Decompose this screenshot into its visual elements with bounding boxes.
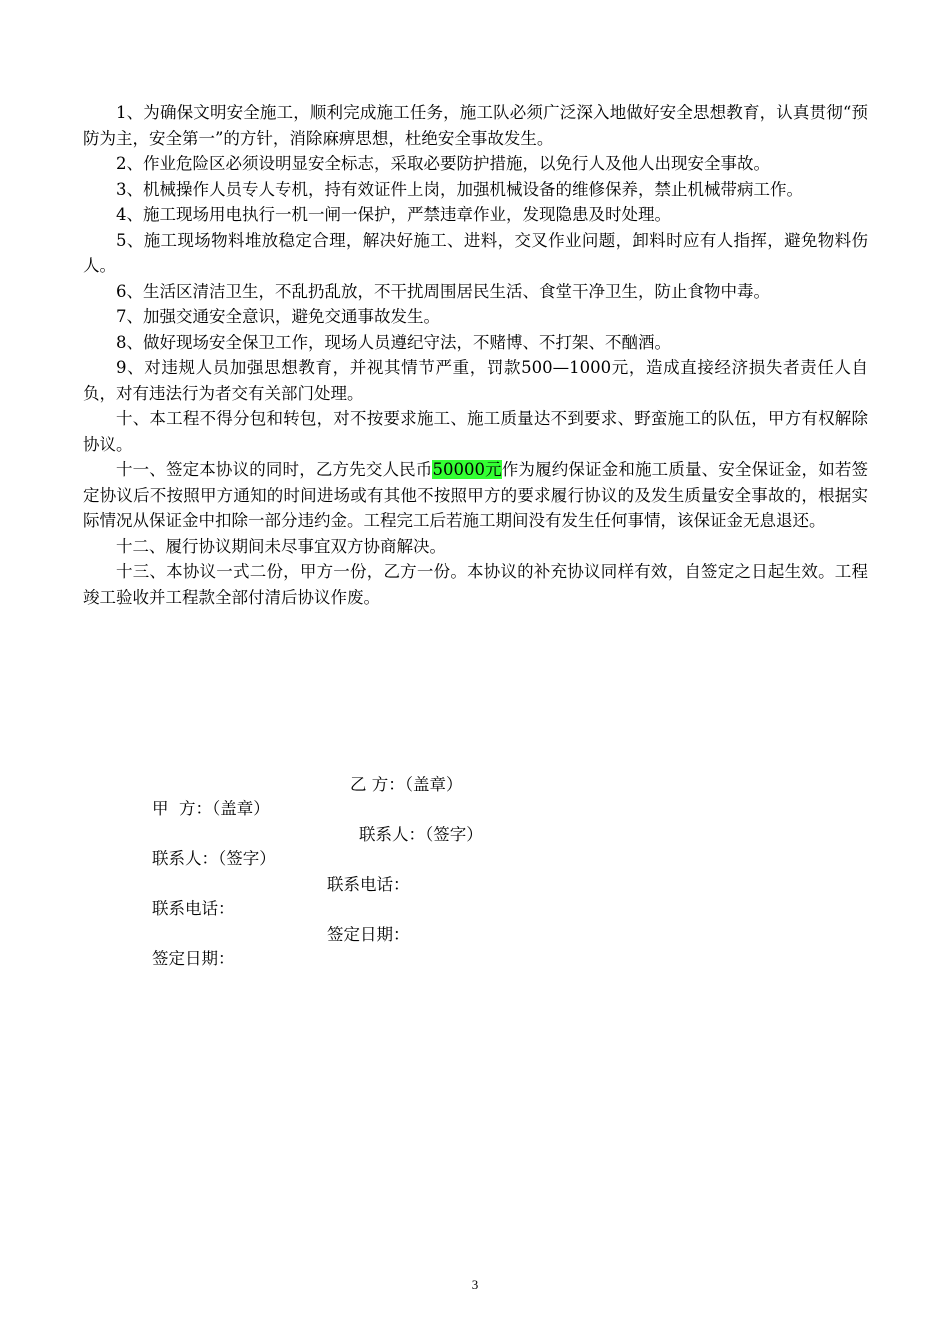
page-number: 3 (471, 1277, 479, 1292)
clause-6: 6、生活区清洁卫生，不乱扔乱放，不干扰周围居民生活、食堂干净卫生，防止食物中毒。 (116, 281, 770, 301)
deposit-amount-highlight: 50000元 (432, 460, 502, 479)
clause-13: 十三、本协议一式二份，甲方一份，乙方一份。本协议的补充协议同样有效，自签定之日起生效。工程竣工验收并工程款全部付清后协议作废。 (83, 562, 868, 607)
party-b-phone: 联系电话： (327, 875, 410, 894)
clause-11-after: 作为履约保证金和施工质量、安全保证金，如若签定协议后不按照甲方通知的时间进场或有其他不按照甲方的要求履行协议的及发生质量安全事故的，根据实际情况从保证金中扣除一部分违约金。工程完工后若施工期间没有发生任何事情，该保证金无息退还。 (83, 460, 869, 530)
clause-11-before: 十一、签定本协议的同时，乙方先交人民币 (116, 460, 433, 479)
signature-row-date (131, 923, 410, 1019)
clause-8: 8、做好现场安全保卫工作，现场人员遵纪守法，不赌博、不打架、不酗酒。 (116, 332, 671, 352)
clause-5: 5、施工现场物料堆放稳定合理，解决好施工、进料，交叉作业问题，卸料时应有人指挥，避免物料伤人。 (83, 230, 868, 275)
party-b-contact: 联系人：（签字） (359, 825, 483, 844)
party-a-seal: 甲 方：（盖章） (151, 799, 270, 818)
clause-10: 十、本工程不得分包和转包，对不按要求施工、施工质量达不到要求、野蛮施工的队伍，甲方有权解除协议。 (83, 409, 868, 454)
clause-4: 4、施工现场用电执行一机一闸一保护，严禁违章作业，发现隐患及时处理。 (116, 205, 671, 224)
clause-9: 9、对违规人员加强思想教育，并视其情节严重，罚款500—1000元，造成直接经济损失者责任人自负，对有违法行为者交有关部门处理。 (83, 358, 868, 403)
party-a-date: 签定日期： (151, 949, 235, 968)
clause-11 (83, 457, 868, 534)
party-b-seal: 乙 方：（盖章） (350, 775, 463, 794)
clause-1: 1、为确保文明安全施工，顺利完成施工任务，施工队必须广泛深入地做好安全思想教育，认真贯彻“预防为主，安全第一”的方针，消除麻痹思想，杜绝安全事故发生。 (83, 103, 868, 148)
clause-3: 3、机械操作人员专人专机，持有效证件上岗，加强机械设备的维修保养，禁止机械带病工作。 (116, 179, 803, 199)
clause-12: 十二、履行协议期间未尽事宜双方协商解决。 (116, 536, 446, 556)
party-b-date: 签定日期： (327, 925, 410, 944)
agreement-clauses (83, 100, 868, 610)
clause-2: 2、作业危险区必须设明显安全标志，采取必要防护措施，以免行人及他人出现安全事故。 (116, 154, 770, 173)
party-a-contact: 联系人：（签字） (151, 849, 276, 868)
clause-7: 7、加强交通安全意识，避免交通事故发生。 (116, 307, 440, 326)
party-a-phone: 联系电话： (151, 899, 235, 918)
